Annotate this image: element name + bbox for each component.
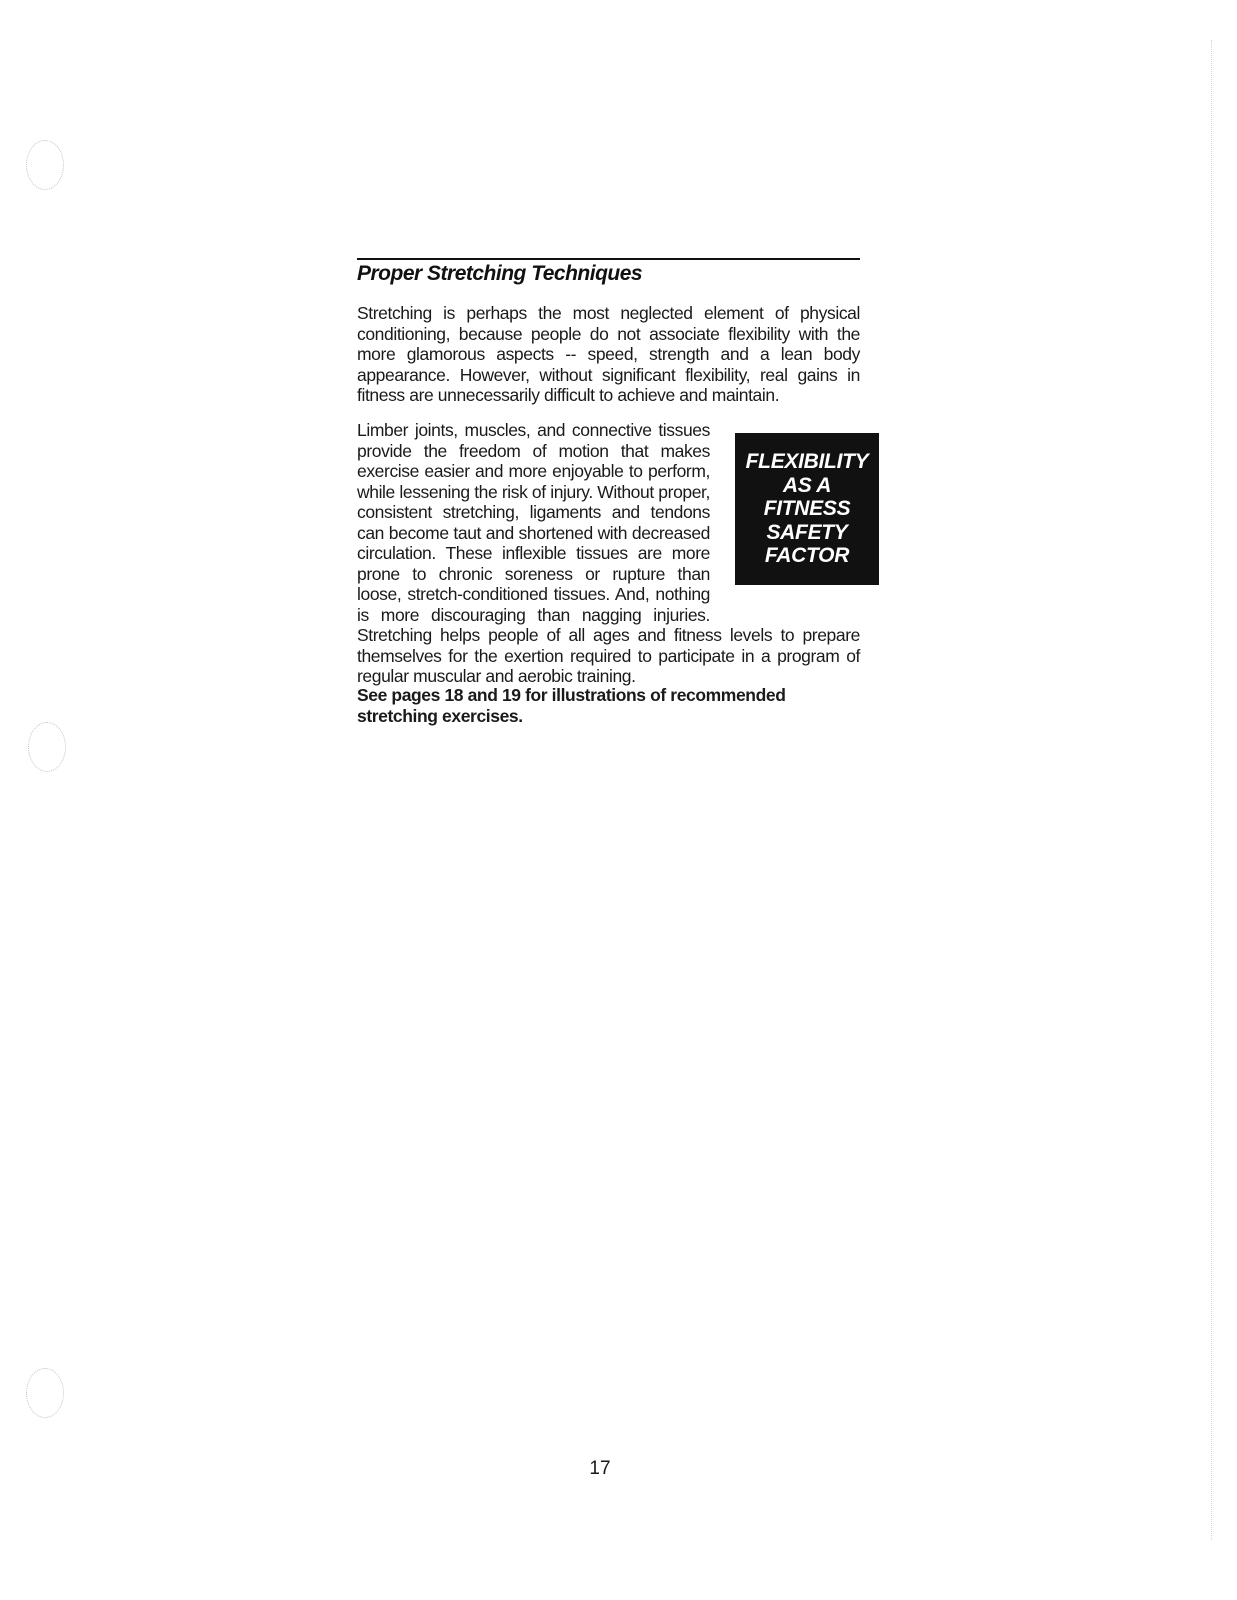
- page-number: 17: [589, 1458, 611, 1479]
- section-rule: [357, 258, 860, 260]
- reference-note: See pages 18 and 19 for illustrations of recommended stretching exercises.: [357, 685, 786, 726]
- callout-line: FLEXIBILITY: [745, 450, 869, 474]
- punch-hole-middle: [28, 722, 66, 772]
- callout-line: FITNESS: [763, 497, 851, 521]
- section-title: Proper Stretching Techniques: [357, 262, 643, 285]
- intro-paragraph: Stretching is perhaps the most neglected element of physical conditioning, because people do not associate flexibility with the more glamorous aspects -- speed, strength and a lean body appearance. However, without significant flexibility, real gains in fitness are unnecessarily difficult to achieve and maintain.: [357, 303, 860, 405]
- callout-line: SAFETY: [766, 520, 848, 544]
- punch-hole-bottom: [26, 1368, 64, 1418]
- callout-line: FACTOR: [764, 544, 850, 568]
- right-page-edge: [1211, 40, 1213, 1540]
- callout-box: [735, 433, 879, 585]
- binder-edge: [18, 30, 48, 1500]
- punch-hole-top: [26, 140, 64, 190]
- body-paragraph-text: Limber joints, muscles, and connective tissues provide the freedom of motion that makes exercise easier and more enjoyable to perform, while lessening the risk of injury. Without proper, consistent stretching, ligaments and tendons can become taut and shortened with decreased circulation. These inflexible tissues are more prone to chronic soreness or rupture than loose, stretch-conditioned tissues. And, nothing is more discouraging than nagging injuries. Stretching helps people of all ages and fitness levels to prepare themselves for the exertion required to participate in a program of regular muscular and aerobic training.: [357, 420, 860, 686]
- callout-line: AS A: [782, 473, 832, 497]
